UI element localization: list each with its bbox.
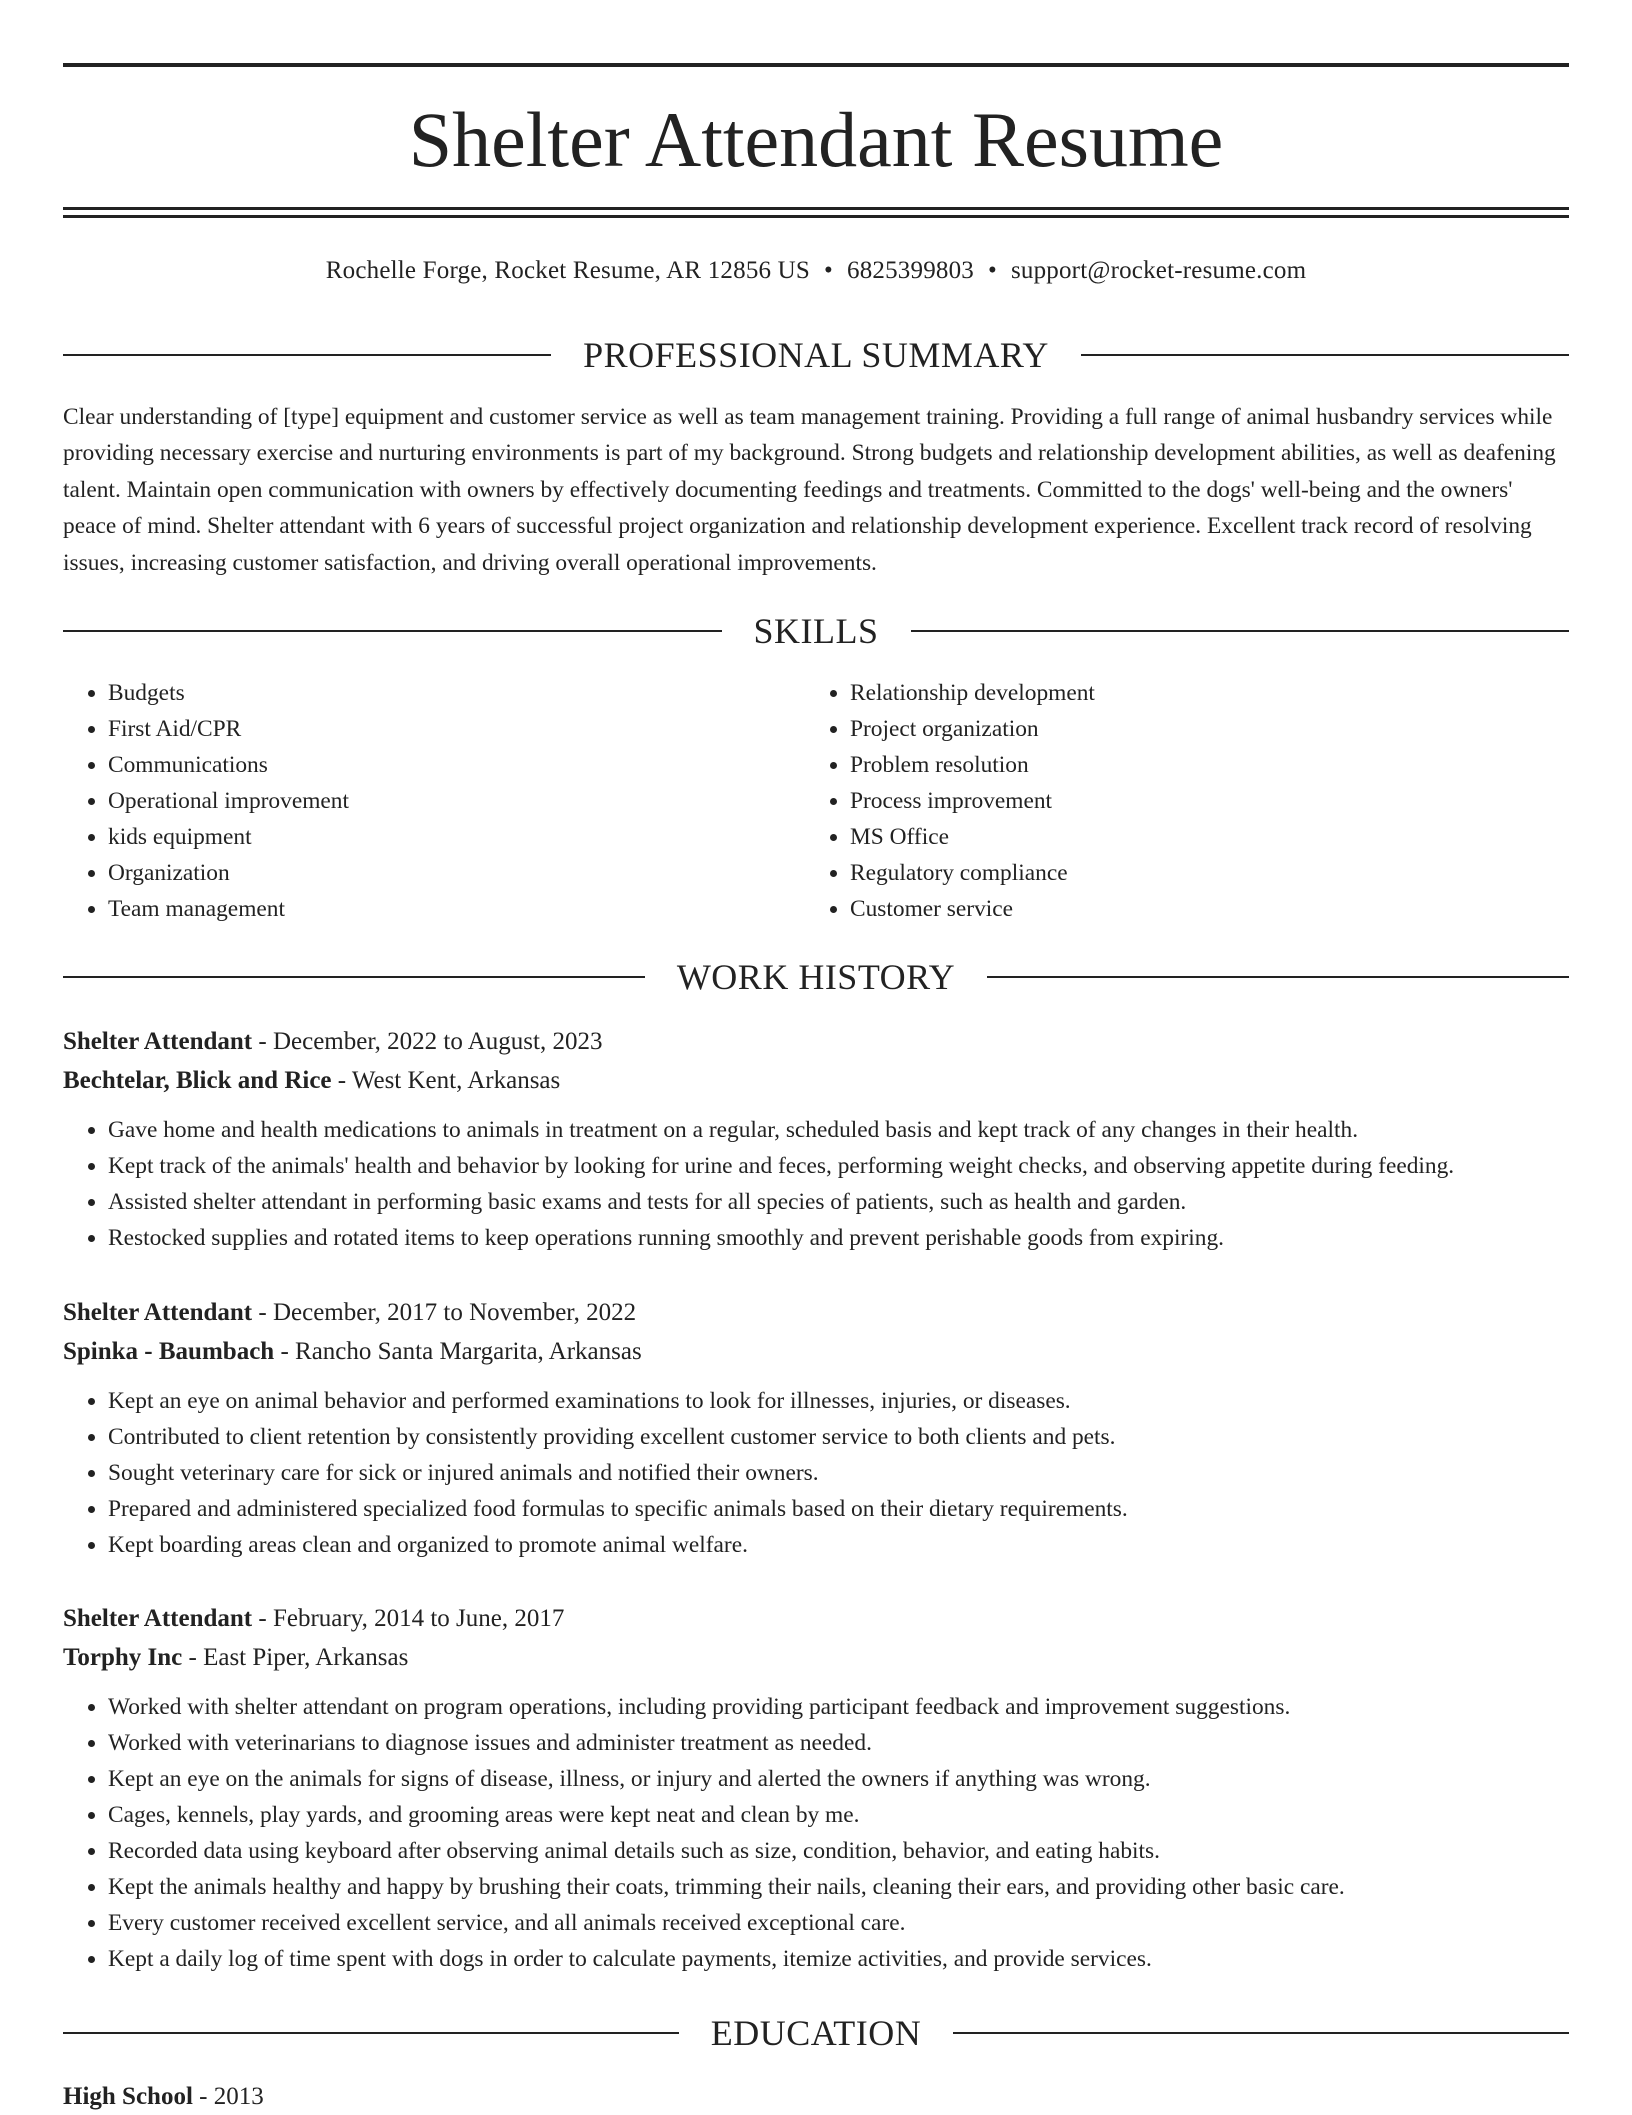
job-bullet: • Prepared and administered specialized food formulas to specific animals based on their dietary requirements. (108, 1491, 1569, 1527)
job-bullet: • Worked with veterinarians to diagnose issues and administer treatment as needed. (108, 1725, 1569, 1761)
skills-list-right (805, 675, 1565, 927)
section-heading-work (63, 955, 1569, 999)
job-entry (63, 1293, 1569, 1563)
job-company: Spinka - Baumbach (63, 1338, 275, 1365)
divider-line (63, 630, 722, 632)
divider-line (911, 630, 1570, 632)
job-location: - Rancho Santa Margarita, Arkansas (274, 1338, 642, 1365)
skill-item: • Operational improvement (108, 783, 803, 819)
job-company-line (63, 1061, 1569, 1100)
skill-item: • Project organization (850, 711, 1565, 747)
skill-item: • MS Office (850, 819, 1565, 855)
job-company: Torphy Inc (63, 1644, 183, 1671)
job-bullets (63, 1383, 1569, 1563)
divider-line (63, 976, 645, 978)
skill-item: • Communications (108, 747, 803, 783)
job-bullet: • Contributed to client retention by consistently providing excellent customer service to both clients and pets. (108, 1419, 1569, 1455)
skill-item: • Customer service (850, 891, 1565, 927)
skill-item: • Regulatory compliance (850, 855, 1565, 891)
skill-item: • Process improvement (850, 783, 1565, 819)
divider-line (1081, 354, 1569, 356)
job-dates: - December, 2022 to August, 2023 (252, 1028, 603, 1055)
job-entry (63, 1599, 1569, 1977)
section-title-education: EDUCATION (710, 2013, 922, 2053)
contact-line (63, 256, 1569, 286)
job-bullet: • Kept a daily log of time spent with dogs in order to calculate payments, itemize activities, and provide services. (108, 1941, 1569, 1977)
job-title: Shelter Attendant (63, 1028, 253, 1055)
skill-item: • Organization (108, 855, 803, 891)
skill-item: • Team management (108, 891, 803, 927)
job-bullet: • Gave home and health medications to animals in treatment on a regular, scheduled basis and kept track of any changes in their health. (108, 1112, 1569, 1148)
job-bullet: • Kept an eye on animal behavior and performed examinations to look for illnesses, injuries, or diseases. (108, 1383, 1569, 1419)
divider-line (63, 2032, 679, 2034)
divider-line (987, 976, 1569, 978)
job-title: Shelter Attendant (63, 1605, 253, 1632)
job-title-line (63, 1293, 1569, 1332)
section-title-skills: SKILLS (753, 611, 879, 651)
skill-item: • Budgets (108, 675, 803, 711)
contact-separator: • (988, 257, 997, 284)
contact-email: support@rocket-resume.com (1010, 257, 1307, 284)
job-bullet: • Kept an eye on the animals for signs of disease, illness, or injury and alerted the owners if anything was wrong. (108, 1761, 1569, 1797)
skills-column-right (805, 675, 1565, 927)
summary-paragraph: Clear understanding of [type] equipment and customer service as well as team management training. Providing a full range of animal husbandry services while providing necessary exercise and nurturing environments is part of my background. Strong budgets and relationship development abilities, as well as deafening talent. Maintain open communication with owners by effectively documenting feedings and treatments. Committed to the dogs' well-being and the owners' peace of mind. Shelter attendant with 6 years of successful project organization and relationship development experience. Excellent track record of resolving issues, increasing customer satisfaction, and driving overall operational improvements. (63, 404, 1556, 576)
education-degree: High School (63, 2083, 193, 2110)
job-company-line (63, 1332, 1569, 1371)
job-bullet: • Cages, kennels, play yards, and grooming areas were kept neat and clean by me. (108, 1797, 1569, 1833)
section-heading-summary (63, 333, 1569, 377)
skill-item: • kids equipment (108, 819, 803, 855)
title-double-rule (63, 207, 1569, 218)
section-heading-skills (63, 609, 1569, 653)
job-company: Bechtelar, Blick and Rice (63, 1067, 332, 1094)
job-dates: - December, 2017 to November, 2022 (252, 1299, 637, 1326)
section-title-work: WORK HISTORY (676, 957, 956, 997)
education-year: - 2013 (192, 2083, 264, 2110)
job-bullet: • Every customer received excellent service, and all animals received exceptional care. (108, 1905, 1569, 1941)
job-bullet: • Restocked supplies and rotated items to keep operations running smoothly and prevent perishable goods from expiring. (108, 1220, 1569, 1256)
section-title-summary: PROFESSIONAL SUMMARY (583, 335, 1049, 375)
skill-item: • Problem resolution (850, 747, 1565, 783)
job-bullet: • Sought veterinary care for sick or injured animals and notified their owners. (108, 1455, 1569, 1491)
contact-address: Rochelle Forge, Rocket Resume, AR 12856 US (325, 257, 811, 284)
skill-item: • Relationship development (850, 675, 1565, 711)
job-bullet: • Assisted shelter attendant in performing basic exams and tests for all species of patients, such as health and garden. (108, 1184, 1569, 1220)
skills-column-left (63, 675, 803, 927)
skill-item: • First Aid/CPR (108, 711, 803, 747)
job-title: Shelter Attendant (63, 1299, 253, 1326)
contact-phone: 6825399803 (847, 257, 974, 284)
job-bullet: • Kept the animals healthy and happy by brushing their coats, trimming their nails, cleaning their ears, and providing other basic care. (108, 1869, 1569, 1905)
divider-line (63, 354, 551, 356)
contact-separator: • (824, 257, 833, 284)
divider-line (953, 2032, 1569, 2034)
education-entry (63, 2079, 264, 2115)
job-bullets (63, 1689, 1569, 1977)
job-title-line (63, 1599, 1569, 1638)
job-bullets (63, 1112, 1569, 1256)
resume-title: Shelter Attendant Resume (408, 96, 1224, 183)
job-title-line (63, 1022, 1569, 1061)
section-heading-education (63, 2011, 1569, 2055)
job-dates: - February, 2014 to June, 2017 (252, 1605, 565, 1632)
skills-list-left (63, 675, 803, 927)
top-rule (63, 63, 1569, 67)
job-bullet: • Worked with shelter attendant on program operations, including providing participant feedback and improvement suggestions. (108, 1689, 1569, 1725)
job-entry (63, 1022, 1569, 1256)
job-bullet: • Recorded data using keyboard after observing animal details such as size, condition, behavior, and eating habits. (108, 1833, 1569, 1869)
job-location: - East Piper, Arkansas (182, 1644, 409, 1671)
job-location: - West Kent, Arkansas (331, 1067, 561, 1094)
job-bullet: • Kept track of the animals' health and behavior by looking for urine and feces, performing weight checks, and observing appetite during feeding. (108, 1148, 1569, 1184)
job-bullet: • Kept boarding areas clean and organized to promote animal welfare. (108, 1527, 1569, 1563)
job-company-line (63, 1638, 1569, 1677)
